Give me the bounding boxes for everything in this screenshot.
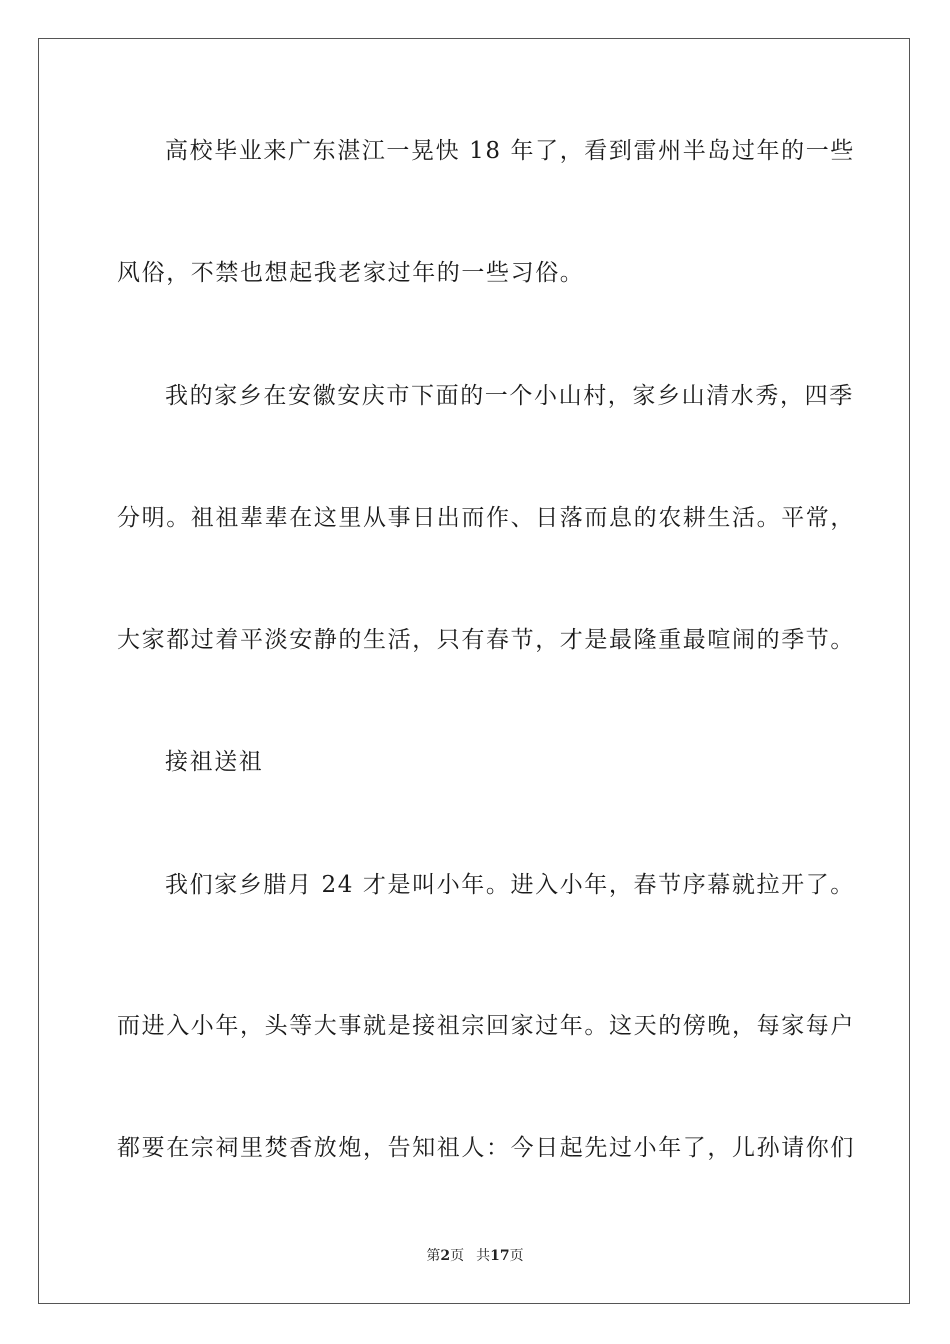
text-line-2: 风俗，不禁也想起我老家过年的一些习俗。 <box>117 260 585 286</box>
text-line-8: 而进入小年，头等大事就是接祖宗回家过年。这天的傍晚，每家每户 <box>117 1013 855 1039</box>
footer-total-pages: 17 <box>490 1248 510 1264</box>
footer-page-suffix: 页 <box>450 1248 465 1264</box>
section-heading: 接祖送祖 <box>165 749 264 775</box>
text-line-1: 高校毕业来广东湛江一晃快 18 年了，看到雷州半岛过年的一些 <box>165 138 855 164</box>
footer-page-number: 2 <box>440 1248 451 1264</box>
text-line-9: 都要在宗祠里焚香放炮，告知祖人：今日起先过小年了，儿孙请你们 <box>117 1135 855 1161</box>
page-border <box>38 38 910 1304</box>
footer-total-prefix: 共 <box>476 1248 491 1264</box>
text-line-4: 分明。祖祖辈辈在这里从事日出而作、日落而息的农耕生活。平常， <box>117 505 855 531</box>
text-line-7: 我们家乡腊月 24 才是叫小年。进入小年，春节序幕就拉开了。 <box>165 872 855 898</box>
page-footer <box>0 1247 950 1265</box>
footer-total-suffix: 页 <box>509 1248 524 1264</box>
text-line-5: 大家都过着平淡安静的生活，只有春节，才是最隆重最喧闹的季节。 <box>117 627 855 653</box>
text-line-3: 我的家乡在安徽安庆市下面的一个小山村，家乡山清水秀，四季 <box>165 383 854 409</box>
footer-page-prefix: 第 <box>426 1248 441 1264</box>
